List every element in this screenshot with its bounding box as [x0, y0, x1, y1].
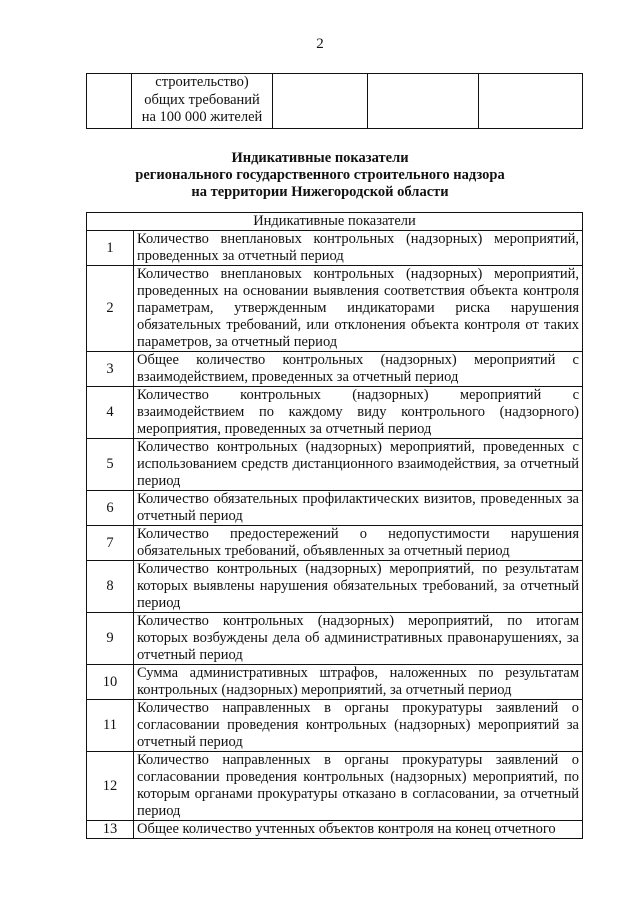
- table-cell-empty: [368, 74, 479, 129]
- row-number: 11: [87, 700, 134, 752]
- row-description: Количество контрольных (надзорных) мероприятий, по результатам которых выявлены нарушения обязательных требований, за отчетный период: [134, 561, 583, 613]
- row-description: Количество направленных в органы прокуратуры заявлений о согласовании проведения контрольных (надзорных) мероприятий за отчетный период: [134, 700, 583, 752]
- section-heading: [0, 150, 640, 201]
- table-cell-empty: [273, 74, 368, 129]
- table-cell-continued-text: [132, 74, 273, 129]
- table-row: [87, 387, 583, 439]
- table-cell-empty: [87, 74, 132, 129]
- row-number: 4: [87, 387, 134, 439]
- table-row: [87, 752, 583, 821]
- table-cell-empty: [479, 74, 583, 129]
- row-number: 5: [87, 439, 134, 491]
- table-row: [87, 665, 583, 700]
- row-number: 9: [87, 613, 134, 665]
- continued-table: [86, 73, 583, 129]
- row-description: Количество обязательных профилактических визитов, проведенных за отчетный период: [134, 491, 583, 526]
- table-row: [87, 352, 583, 387]
- row-description: Общее количество контрольных (надзорных) мероприятий с взаимодействием, проведенных за отчетный период: [134, 352, 583, 387]
- table-header-row: [87, 213, 583, 231]
- table-header: Индикативные показатели: [87, 213, 583, 231]
- row-number: 3: [87, 352, 134, 387]
- row-number: 13: [87, 821, 134, 839]
- heading-line-3: на территории Нижегородской области: [191, 184, 449, 200]
- heading-line-1: Индикативные показатели: [231, 150, 409, 166]
- table-row: [87, 526, 583, 561]
- table-row: [87, 491, 583, 526]
- page-number: 2: [316, 36, 324, 52]
- table-row: [87, 613, 583, 665]
- indicators-table: [86, 212, 583, 839]
- row-description: Количество контрольных (надзорных) мероприятий, проведенных с использованием средств дистанционного взаимодействия, за отчетный период: [134, 439, 583, 491]
- row-description: Количество контрольных (надзорных) мероприятий с взаимодействием по каждому виду контрольного (надзорного) мероприятия, проведенных за отчетный период: [134, 387, 583, 439]
- table-row: [87, 439, 583, 491]
- row-description: Количество направленных в органы прокуратуры заявлений о согласовании проведения контрольных (надзорных) мероприятий, по которым органами прокуратуры отказано в согласовании, за отчетный период: [134, 752, 583, 821]
- row-description: Количество предостережений о недопустимости нарушения обязательных требований, объявленных за отчетный период: [134, 526, 583, 561]
- table-row: [87, 266, 583, 352]
- text-line: строительство): [155, 74, 249, 90]
- table-row: [87, 700, 583, 752]
- row-description: Количество внеплановых контрольных (надзорных) мероприятий, проведенных на основании выявления соответствия объекта контроля параметрам, утвержденным индикаторами риска нарушения обязательных требований, или отклонения объекта контроля от таких параметров, за отчетный период: [134, 266, 583, 352]
- row-number: 1: [87, 231, 134, 266]
- row-number: 12: [87, 752, 134, 821]
- row-number: 8: [87, 561, 134, 613]
- row-description: Количество контрольных (надзорных) мероприятий, по итогам которых возбуждены дела об административных правонарушениях, за отчетный период: [134, 613, 583, 665]
- row-description: Общее количество учтенных объектов контроля на конец отчетного: [134, 821, 583, 839]
- heading-line-2: регионального государственного строительного надзора: [135, 167, 505, 183]
- row-number: 2: [87, 266, 134, 352]
- table-row: [87, 561, 583, 613]
- row-description: Сумма административных штрафов, наложенных по результатам контрольных (надзорных) мероприятий, за отчетный период: [134, 665, 583, 700]
- table-row: [87, 821, 583, 839]
- row-number: 7: [87, 526, 134, 561]
- text-line: на 100 000 жителей: [141, 109, 263, 125]
- row-number: 6: [87, 491, 134, 526]
- row-description: Количество внеплановых контрольных (надзорных) мероприятий, проведенных за отчетный период: [134, 231, 583, 266]
- table-row: [87, 231, 583, 266]
- row-number: 10: [87, 665, 134, 700]
- text-line: общих требований: [144, 91, 260, 108]
